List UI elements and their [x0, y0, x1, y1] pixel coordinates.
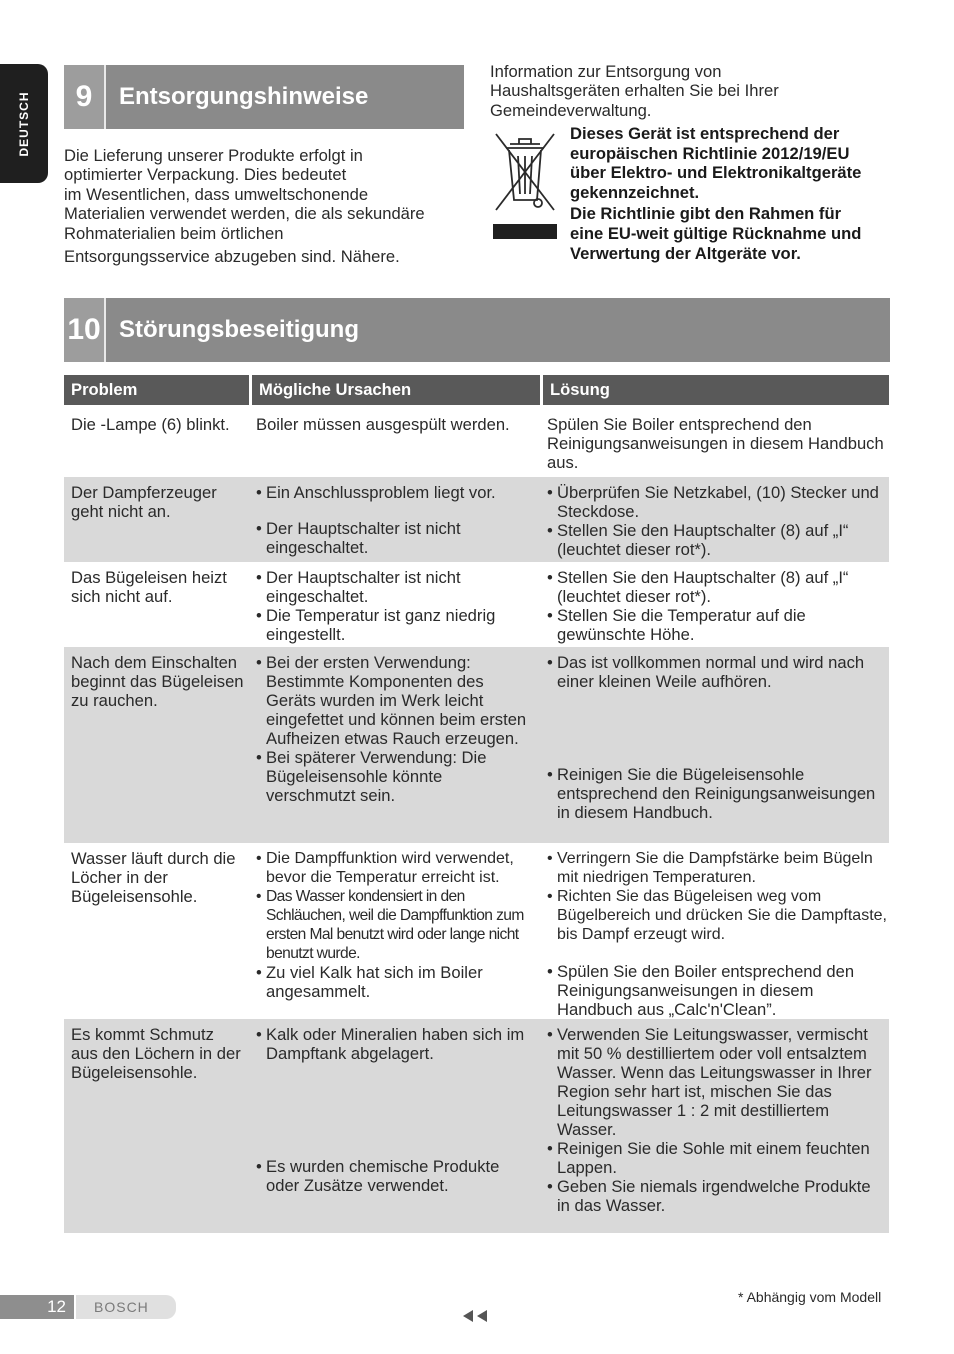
page-number: 12 — [0, 1295, 74, 1319]
disposal-info: Information zur Entsorgung von Haushaltsgeräten erhalten Sie bei Ihrer Gemeindeverwaltung. — [490, 62, 779, 120]
problem-cell: Wasser läuft durch die Löcher in der Bügeleisensohle. — [71, 849, 236, 906]
table-row — [64, 562, 889, 647]
section-title: Störungsbeseitigung — [119, 316, 359, 343]
section-title: Entsorgungshinweise — [119, 83, 369, 110]
problem-cell: Die -Lampe (6) blinkt. — [71, 415, 230, 434]
solution-cell: • Verringern Sie die Dampfstärke beim Bügeln mit niedrigen Temperaturen. • Richten Sie das Bügeleisen weg vom Bügelbereich und drücken Sie die Dampftaste, bis Dampf erzeugt wird. • Spülen Sie den Boiler entsprechend den Reinigungsanweisungen in diesem Handbuch aus „Calc'n'Clean”. — [547, 850, 887, 1019]
cause-cell: • Die Dampffunktion wird verwendet, bevor die Temperatur erreicht ist. • Das Wasser kondensiert in den Schläuchen, weil die Dampffunktion zum ersten Mal benutzt wird oder lange nicht benutzt wurde. • Zu viel Kalk hat sich im Boiler angesammelt. — [256, 850, 524, 1001]
double-left-arrow-icon[interactable] — [461, 1308, 491, 1324]
header-causes: Mögliche Ursachen — [249, 375, 540, 405]
table-row — [64, 843, 889, 1019]
weee-notice: Dieses Gerät ist entsprechend der europäischen Richtlinie 2012/19/EU über Elektro- und Elektronikaltgeräte gekennzeichnet. Die Richtlinie gibt den Rahmen für eine EU-weit gültige Rücknahme und Verwertung der Altgeräte vor. — [570, 124, 862, 263]
section-number: 10 — [64, 298, 106, 362]
language-tab — [0, 64, 48, 183]
cause-cell: • Ein Anschlussproblem liegt vor. • Der Hauptschalter ist nicht eingeschaltet. — [256, 483, 496, 557]
cause-cell: • Der Hauptschalter ist nicht eingeschaltet. • Die Temperatur ist ganz niedrig eingestellt. — [256, 568, 496, 644]
footnote: * Abhängig vom Modell — [738, 1289, 882, 1305]
solution-cell: Spülen Sie Boiler entsprechend den Reinigungsanweisungen in diesem Handbuch aus. — [547, 415, 884, 472]
solution-cell: • Stellen Sie den Hauptschalter (8) auf „I“ (leuchtet dieser rot*). • Stellen Sie die Temperatur auf die gewünschte Höhe. — [547, 568, 849, 644]
section-number: 9 — [64, 65, 106, 129]
table-row — [64, 477, 889, 562]
solution-cell: • Überprüfen Sie Netzkabel, (10) Stecker und Steckdose. • Stellen Sie den Hauptschalter (8) auf „I“ (leuchtet dieser rot*). — [547, 483, 879, 559]
cause-cell: • Bei der ersten Verwendung: Bestimmte Komponenten des Geräts wurden im Werk leicht eingefettet und können beim ersten Aufheizen etwas Rauch erzeugen. • Bei späterer Verwendung: Die Bügeleisensohle könnte verschmutzt sein. — [256, 653, 527, 805]
troubleshooting-table — [64, 375, 889, 1233]
header-problem: Problem — [64, 375, 249, 405]
crossed-out-wheelie-bin-icon — [490, 128, 560, 242]
cause-cell: Boiler müssen ausgespült werden. — [256, 415, 510, 434]
solution-cell: • Das ist vollkommen normal und wird nach einer kleinen Weile aufhören. • Reinigen Sie die Bügeleisensohle entsprechend den Reinigungsanweisungen in diesem Handbuch. — [547, 653, 876, 822]
table-header — [64, 375, 889, 405]
problem-cell: Der Dampferzeuger geht nicht an. — [71, 483, 217, 521]
language-tab-label: DEUTSCH — [17, 90, 31, 157]
problem-cell: Das Bügeleisen heizt sich nicht auf. — [71, 568, 227, 606]
disposal-intro: Die Lieferung unserer Produkte erfolgt in optimierter Verpackung. Dies bedeutet im Wesentlichen, dass umweltschonende Materialien verwendet werden, die als sekundäre Rohmaterialien beim örtlichen Entsorgungsservice abzugeben sind. Nähere. — [64, 146, 474, 266]
section-9-header — [64, 65, 464, 129]
section-10-header — [64, 298, 890, 362]
table-row — [64, 405, 889, 477]
cause-cell: • Kalk oder Mineralien haben sich im Dampftank abgelagert. • Es wurden chemische Produkte oder Zusätze verwendet. — [256, 1025, 525, 1195]
table-row — [64, 647, 889, 843]
table-row — [64, 1019, 889, 1233]
problem-cell: Nach dem Einschalten beginnt das Bügeleisen zu rauchen. — [71, 653, 244, 710]
header-solution: Lösung — [540, 375, 889, 405]
solution-cell: • Verwenden Sie Leitungswasser, vermischt mit 50 % destilliertem oder voll entsalztem Wasser. Wenn das Leitungswasser in Ihrer Region sehr hart ist, mischen Sie das Leitungswasser 1 : 2 mit destilliertem Wasser. • Reinigen Sie die Sohle mit einem feuchten Lappen. • Geben Sie niemals irgendwelche Produkte in das Wasser. — [547, 1025, 872, 1215]
problem-cell: Es kommt Schmutz aus den Löchern in der Bügeleisensohle. — [71, 1025, 241, 1082]
brand-label: BOSCH — [76, 1295, 176, 1319]
disposal-intro-tail: Entsorgungsservice abzugeben sind. Nähere. — [64, 247, 400, 267]
